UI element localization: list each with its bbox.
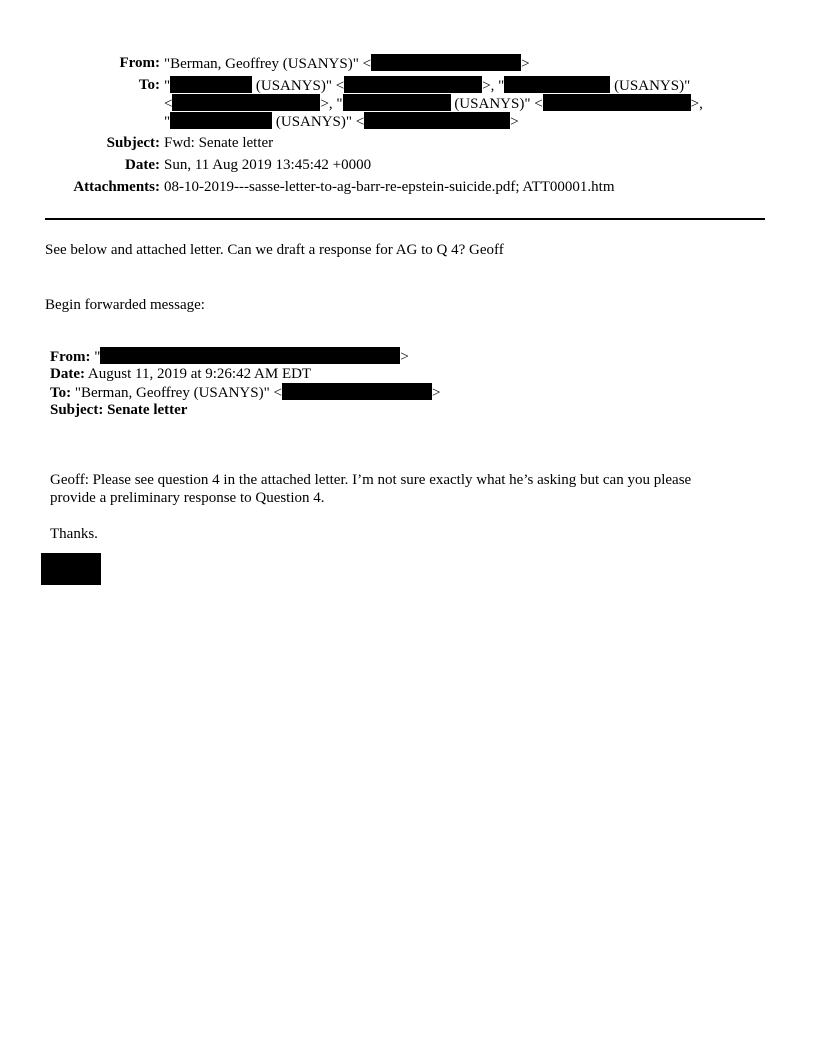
fwd-subject-row bbox=[50, 401, 187, 419]
redaction-box bbox=[543, 94, 691, 111]
from-label: From: bbox=[119, 55, 160, 71]
date-value: Sun, 11 Aug 2019 13:45:42 +0000 bbox=[164, 157, 372, 173]
body-line-1: See below and attached letter. Can we draft a response for AG to Q 4? Geoff bbox=[45, 242, 504, 258]
to-line-1 bbox=[164, 76, 690, 95]
attachments-value: 08-10-2019---sasse-letter-to-ag-barr-re-epstein-suicide.pdf; ATT00001.htm bbox=[164, 179, 615, 195]
redaction-box bbox=[172, 94, 320, 111]
redaction-box bbox=[371, 54, 521, 71]
redaction-box bbox=[282, 383, 432, 400]
fwd-date-row bbox=[50, 365, 311, 383]
to-text: (USANYS)" < bbox=[272, 114, 365, 130]
from-name: "Berman, Geoffrey (USANYS)" < bbox=[164, 56, 372, 72]
fwd-from-label: From: bbox=[50, 349, 91, 365]
header-divider bbox=[45, 218, 765, 220]
fwd-to-value: "Berman, Geoffrey (USANYS)" < bbox=[71, 385, 282, 401]
fwd-from-text: > bbox=[400, 349, 409, 365]
fwd-to-label: To: bbox=[50, 385, 72, 401]
subject-label: Subject: bbox=[106, 135, 160, 151]
redaction-box bbox=[504, 76, 610, 93]
fwd-from-row bbox=[50, 347, 409, 366]
redaction-box bbox=[100, 347, 400, 364]
fwd-to-text: > bbox=[431, 385, 441, 401]
to-text: > bbox=[510, 114, 519, 130]
fwd-subject-label: Subject: bbox=[50, 402, 104, 418]
subject-value: Fwd: Senate letter bbox=[164, 135, 274, 151]
to-text: " bbox=[164, 78, 171, 94]
redaction-box bbox=[170, 112, 272, 129]
to-line-3 bbox=[164, 112, 519, 131]
redaction-box bbox=[344, 76, 482, 93]
fwd-message-line-2: provide a preliminary response to Question 4. bbox=[50, 490, 325, 506]
fwd-date-value: August 11, 2019 at 9:26:42 AM EDT bbox=[84, 366, 312, 382]
body-line-2: Begin forwarded message: bbox=[45, 297, 205, 313]
attachments-label: Attachments: bbox=[73, 179, 160, 195]
from-value bbox=[164, 54, 530, 73]
redaction-box bbox=[170, 76, 252, 93]
to-text: " bbox=[164, 114, 171, 130]
fwd-message-line-1: Geoff: Please see question 4 in the attached letter. I’m not sure exactly what he’s asking but can you please bbox=[50, 472, 692, 488]
redaction-box bbox=[364, 112, 510, 129]
to-text: >, " bbox=[320, 96, 343, 112]
fwd-date-label: Date: bbox=[50, 366, 85, 382]
to-text: < bbox=[164, 96, 173, 112]
date-label: Date: bbox=[125, 157, 160, 173]
to-text: >, bbox=[690, 96, 703, 112]
to-text: (USANYS)" < bbox=[450, 96, 543, 112]
from-close: > bbox=[521, 56, 530, 72]
to-text: (USANYS)" < bbox=[252, 78, 345, 94]
signature-redaction bbox=[41, 553, 101, 585]
to-text: (USANYS)" bbox=[610, 78, 691, 94]
redaction-box bbox=[343, 94, 451, 111]
to-text: >, " bbox=[482, 78, 505, 94]
to-label: To: bbox=[138, 77, 160, 93]
fwd-to-row bbox=[50, 383, 440, 402]
to-line-2 bbox=[164, 94, 703, 113]
fwd-thanks: Thanks. bbox=[50, 526, 98, 542]
fwd-from-text: " bbox=[90, 349, 101, 365]
fwd-subject-value: Senate letter bbox=[103, 402, 188, 418]
